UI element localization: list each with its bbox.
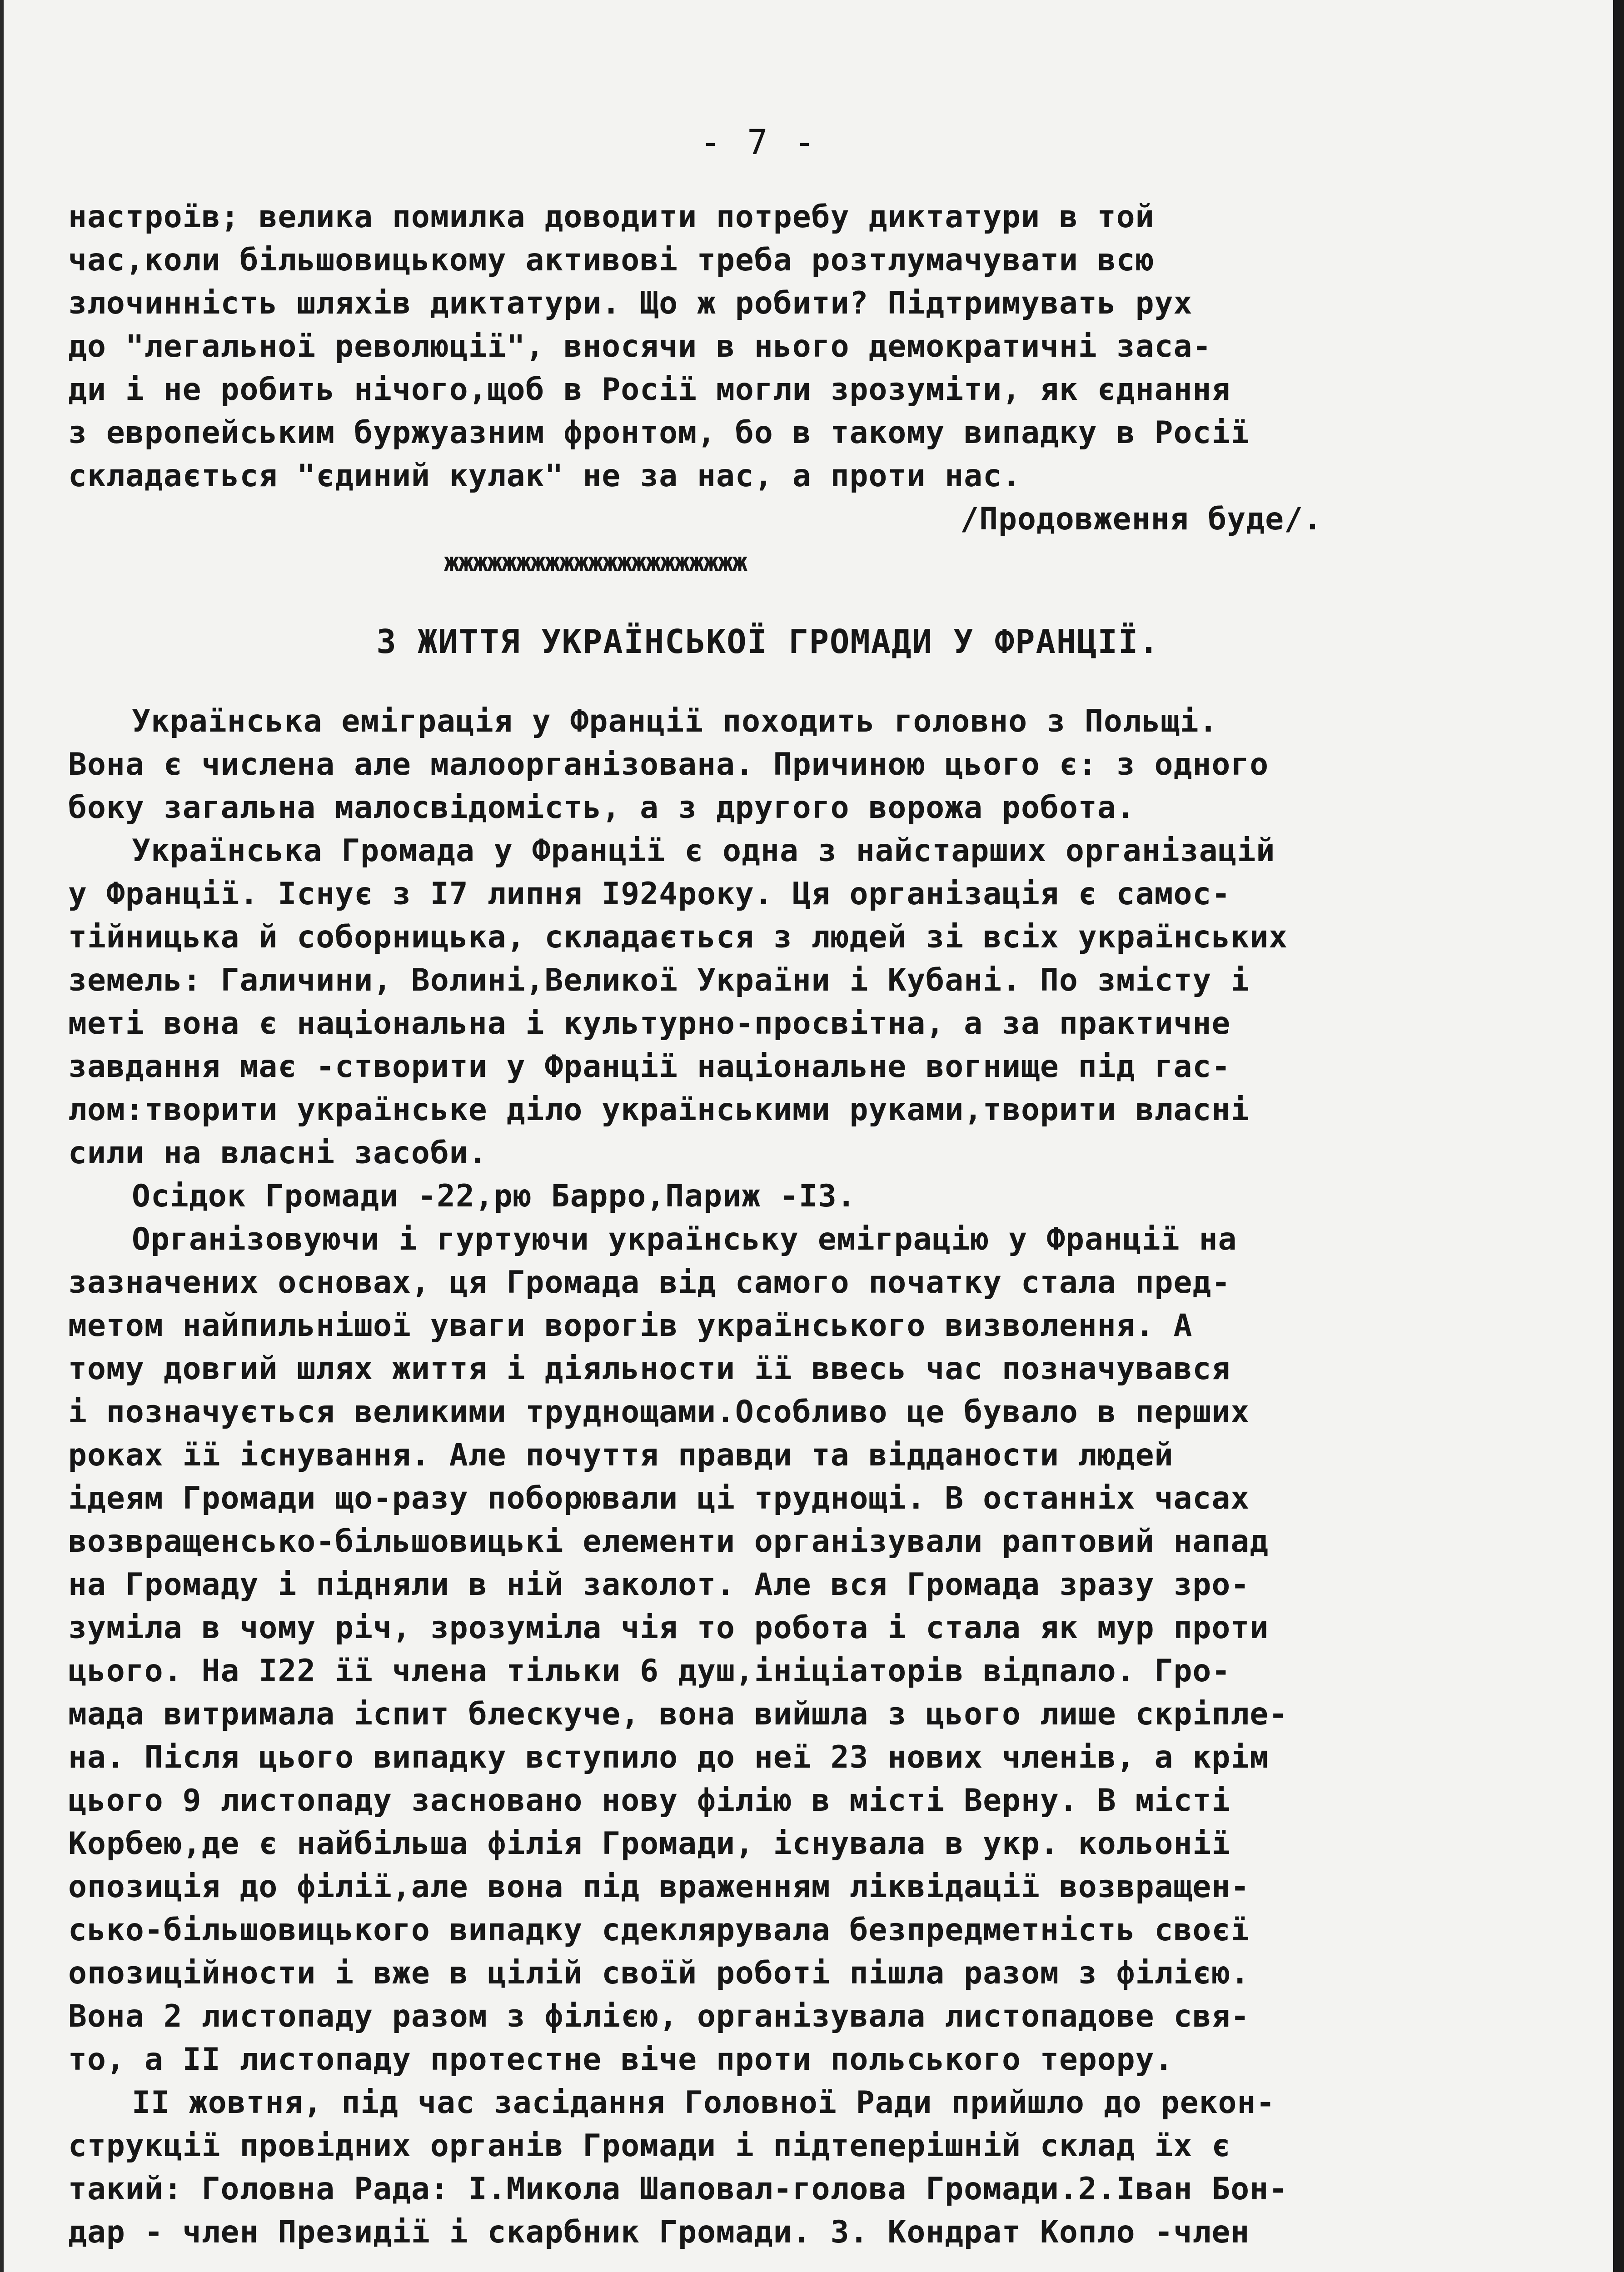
body-text-line: зазначених основах, ця Громада від самого початку стала пред- [68,1265,1231,1300]
body-text-line: струкції провідних органів Громади і підтеперішній склад їх є [68,2128,1231,2164]
text-line: настроїв; велика помилка доводити потребу диктатури в той [68,199,1155,235]
body-text-line: Вона 2 листопаду разом з філією, організувала листопадове свя- [68,1998,1250,2034]
body-text-line: боку загальна малосвідомість, а з другого ворожа робота. [68,790,1136,826]
body-text-line: ідеям Громади що-разу поборювали ці труднощі. В останніх часах [68,1480,1250,1516]
body-text-line: лом:творити українське діло українськими руками,творити власні [68,1092,1250,1128]
section-heading: З ЖИТТЯ УКРАЇНСЬКОЇ ГРОМАДИ У ФРАНЦІЇ. [376,623,1160,661]
body-text-line: опозиція до філії,але вона під враженням ліквідації возвращен- [68,1869,1250,1905]
body-text-line: Осідок Громади -22,рю Барро,Париж -ІЗ. [132,1178,856,1214]
body-text-line: у Франції. Існує з І7 липня І924року. Ця організація є самос- [68,876,1231,912]
text-line: час,коли більшовицькому активові треба розтлумачувати всю [68,242,1155,278]
body-text-block [68,700,1468,2254]
body-text-line: Корбею,де є найбільша філія Громади, існувала в укр. кольонії [68,1826,1231,1862]
text-line: злочинність шляхів диктатури. Що ж робити? Підтримувать рух [68,285,1193,321]
scan-left-edge [0,0,4,2272]
body-text-line: завдання має -створити у Франції національне вогнище під гас- [68,1049,1231,1085]
body-text-line: земель: Галичини, Волині,Великої України і Кубані. По змісту і [68,962,1250,998]
body-text-line: роках її існування. Але почуття правди та відданости людей [68,1437,1174,1473]
text-line: з европейським буржуазним фронтом, бо в такому випадку в Росії [68,415,1250,451]
body-text-line: Організовуючи і гуртуючи українську еміграцію у Франції на [132,1221,1237,1257]
page-number: - 7 - [700,122,818,162]
body-text-line: цього. На І22 її члена тільки 6 душ,ініціаторів відпало. Гро- [68,1653,1231,1689]
text-line: ди і не робить нічого,щоб в Росії могли зрозуміти, як єднання [68,372,1231,408]
body-text-line: Українська еміграція у Франції походить головно з Польщі. [132,703,1218,739]
section-divider: жжжжжжжжжжжжжжжжжжжжж [443,548,747,577]
body-text-line: Українська Громада у Франції є одна з найстарших організацій [132,833,1275,869]
body-text-line: возвращенсько-більшовицькі елементи організували раптовий напад [68,1524,1269,1560]
body-text-line: Вона є числена але малоорганізована. Причиною цього є: з одного [68,747,1269,782]
body-text-line: такий: Головна Рада: І.Микола Шаповал-голова Громади.2.Іван Бон- [68,2171,1288,2207]
intro-text-block [68,195,1468,584]
text-line: до "легальної революції", вносячи в нього демократичні заса- [68,329,1212,364]
body-text-line: сько-більшовицького випадку сдеклярувала безпредметність своєї [68,1912,1250,1948]
body-text-line: на Громаду і підняли в ній заколот. Але вся Громада зразу зро- [68,1567,1250,1603]
body-text-line: цього 9 листопаду засновано нову філію в місті Верну. В місті [68,1783,1231,1819]
body-text-line: на. Після цього випадку вступило до неї 23 нових членів, а крім [68,1739,1269,1775]
scan-right-edge [1613,0,1624,2272]
body-text-line: ІІ жовтня, під час засідання Головної Ради прийшло до рекон- [132,2085,1275,2121]
body-text-line: мада витримала іспит блескуче, вона вийшла з цього лише скріпле- [68,1696,1288,1732]
body-text-line: опозиційности і вже в цілій своїй роботі пішла разом з філією. [68,1955,1250,1991]
body-text-line: дар - член Президії і скарбник Громади. 3. Кондрат Копло -член [68,2214,1250,2250]
body-text-line: тому довгий шлях життя і діяльности її ввесь час позначувався [68,1351,1231,1387]
text-line: складається "єдиний кулак" не за нас, а проти нас. [68,458,1021,494]
body-text-line: і позначується великими труднощами.Особливо це бувало в перших [68,1394,1250,1430]
body-text-line: метом найпильнішої уваги ворогів українського визволення. А [68,1308,1193,1344]
body-text-line: меті вона є національна і культурно-просвітна, а за практичне [68,1006,1231,1041]
body-text-line: сили на власні засоби. [68,1135,488,1171]
body-text-line: зуміла в чому річ, зрозуміла чія то робота і стала як мур проти [68,1610,1269,1646]
continuation-note: /Продовження буде/. [960,501,1322,537]
body-text-line: тійницька й соборницька, складається з людей зі всіх українських [68,919,1288,955]
body-text-line: то, а ІІ листопаду протестне віче проти польського терору. [68,2042,1174,2078]
